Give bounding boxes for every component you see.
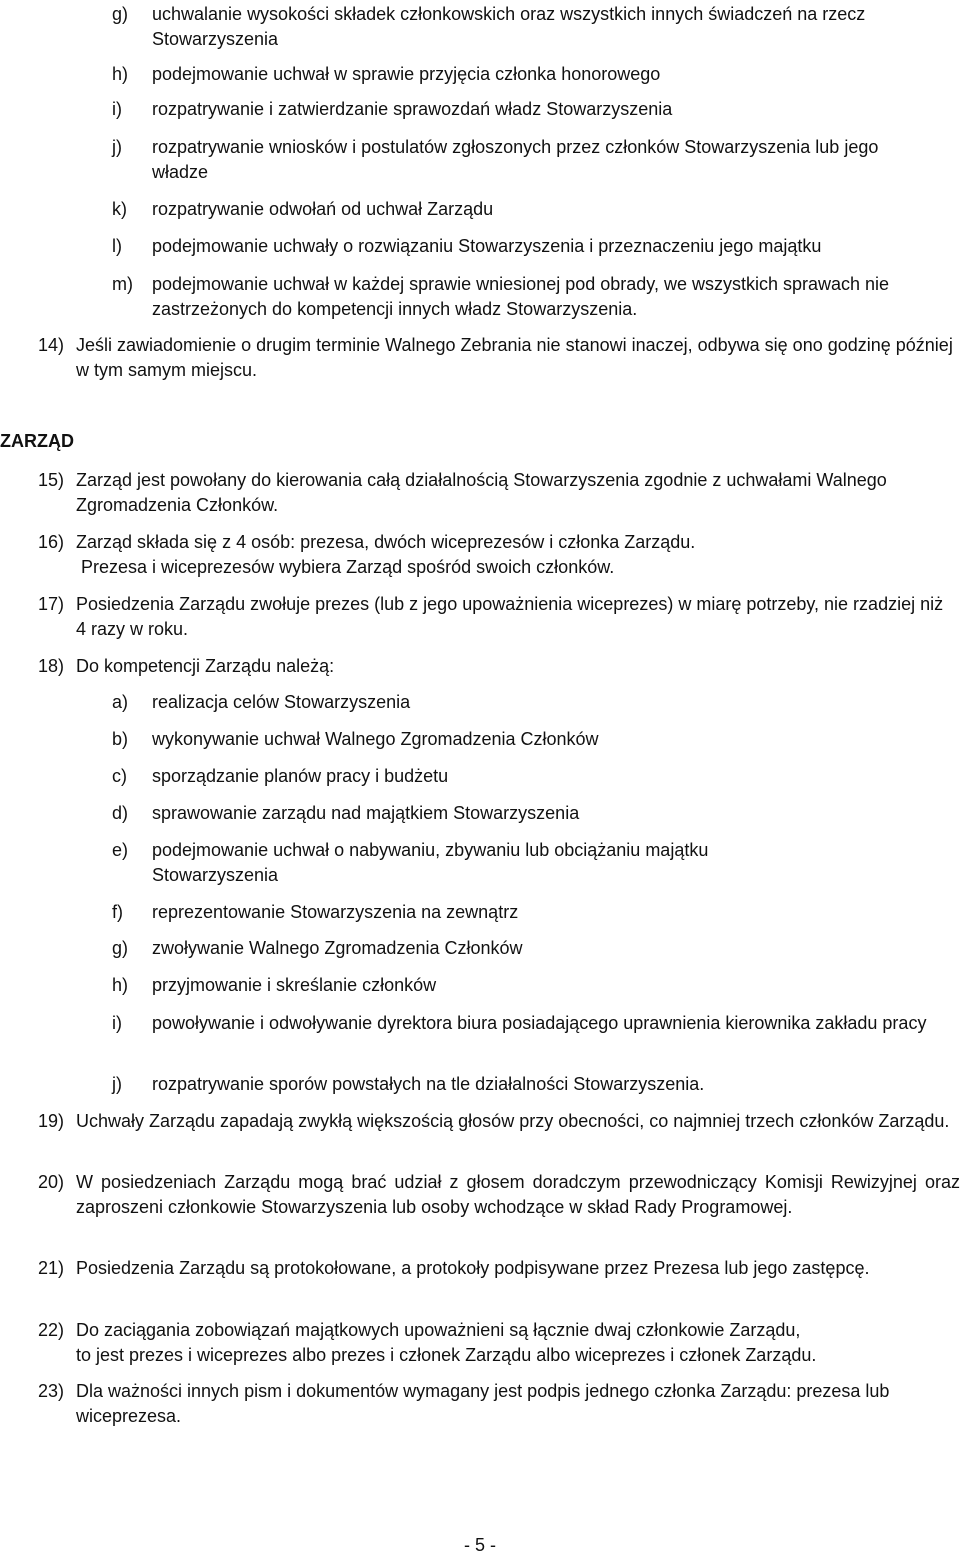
list-item-text: rozpatrywanie sporów powstałych na tle działalności Stowarzyszenia.: [152, 1074, 705, 1094]
paragraph-number: 23): [38, 1381, 65, 1401]
paragraph-number: 17): [38, 594, 65, 614]
list-item-text: realizacja celów Stowarzyszenia: [152, 692, 411, 712]
list-item-label: j): [112, 137, 122, 157]
list-item: [112, 973, 942, 998]
list-item: [112, 62, 942, 87]
list-item: [112, 234, 952, 259]
paragraph-number: 16): [38, 532, 65, 552]
list-item-label: e): [112, 840, 129, 860]
list-item-label: d): [112, 803, 129, 823]
list-item: [112, 690, 942, 715]
paragraph-text: W posiedzeniach Zarządu mogą brać udział z głosem doradczym przewodniczący Komisji Rewizyjnej oraz zaproszeni członkowie Stowarzyszenia lub osoby wchodzące w skład Rady Programowej.: [76, 1172, 960, 1217]
paragraph-20: [38, 1170, 960, 1220]
paragraph-text-line-2: to jest prezes i wiceprezes albo prezes i członek Zarządu albo wiceprezes i członek Zarządu.: [76, 1345, 817, 1365]
list-item-text: uchwalanie wysokości składek członkowskich oraz wszystkich innych świadczeń na rzecz Stowarzyszenia: [152, 4, 866, 49]
paragraph-text: Posiedzenia Zarządu zwołuje prezes (lub z jego upoważnienia wiceprezes) w miarę potrzeby, nie rzadziej niż 4 razy w roku.: [76, 594, 944, 639]
list-item-label: l): [112, 236, 122, 256]
paragraph-number: 22): [38, 1320, 65, 1340]
paragraph-16: [38, 530, 956, 580]
list-item-text: podejmowanie uchwały o rozwiązaniu Stowarzyszenia i przeznaczeniu jego majątku: [152, 236, 822, 256]
paragraph-text-line-1: Zarząd składa się z 4 osób: prezesa, dwóch wiceprezesów i członka Zarządu.: [76, 532, 696, 552]
paragraph-number: 19): [38, 1111, 65, 1131]
list-item-label: g): [112, 938, 129, 958]
list-item-label: m): [112, 274, 133, 294]
paragraph-number: 20): [38, 1172, 65, 1192]
list-item-text: podejmowanie uchwał o nabywaniu, zbywaniu lub obciążaniu majątku Stowarzyszenia: [152, 840, 709, 885]
list-item-label: h): [112, 975, 129, 995]
paragraph-21: [38, 1256, 960, 1281]
paragraph-23: [38, 1379, 960, 1429]
page-number: - 5 -: [463, 1535, 496, 1555]
list-item: [112, 1011, 942, 1036]
list-item-label: g): [112, 4, 129, 24]
list-item-label: b): [112, 729, 129, 749]
list-item-text: rozpatrywanie i zatwierdzanie sprawozdań władz Stowarzyszenia: [152, 99, 673, 119]
list-item-text: wykonywanie uchwał Walnego Zgromadzenia Członków: [152, 729, 599, 749]
list-item-label: c): [112, 766, 127, 786]
paragraph-14: [38, 333, 956, 383]
paragraph-18: [38, 654, 956, 679]
list-item: [112, 1072, 942, 1097]
paragraph-text-line-1: Do zaciągania zobowiązań majątkowych upoważnieni są łącznie dwaj członkowie Zarządu,: [76, 1320, 801, 1340]
list-item-label: j): [112, 1074, 122, 1094]
list-item-text: sporządzanie planów pracy i budżetu: [152, 766, 449, 786]
paragraph-17: [38, 592, 956, 642]
list-item-text: powoływanie i odwoływanie dyrektora biura posiadającego uprawnienia kierownika zakładu pracy: [152, 1013, 927, 1033]
list-item-label: a): [112, 692, 129, 712]
section-heading: ZARZĄD: [0, 431, 74, 451]
list-item-text: rozpatrywanie wniosków i postulatów zgłoszonych przez członków Stowarzyszenia lub jego władze: [152, 137, 879, 182]
list-item: [112, 135, 942, 185]
list-item: [112, 764, 942, 789]
list-item-label: k): [112, 199, 127, 219]
list-item-text: zwoływanie Walnego Zgromadzenia Członków: [152, 938, 523, 958]
list-item-label: h): [112, 64, 129, 84]
list-item-text: przyjmowanie i skreślanie członków: [152, 975, 437, 995]
list-item-label: f): [112, 902, 123, 922]
list-item: [112, 197, 942, 222]
list-item: [112, 2, 942, 52]
list-item-text: podejmowanie uchwał w każdej sprawie wniesionej pod obrady, we wszystkich sprawach nie zastrzeżonych do kompetencji innych władz Stowarzyszenia.: [152, 274, 890, 319]
paragraph-number: 14): [38, 335, 65, 355]
list-item: [112, 801, 942, 826]
list-item-text: reprezentowanie Stowarzyszenia na zewnątrz: [152, 902, 519, 922]
paragraph-text: Do kompetencji Zarządu należą:: [76, 656, 335, 676]
list-item: [112, 727, 942, 752]
paragraph-text: Jeśli zawiadomienie o drugim terminie Walnego Zebrania nie stanowi inaczej, odbywa się ono godzinę później w tym samym miejscu.: [76, 335, 953, 380]
list-item-text: rozpatrywanie odwołań od uchwał Zarządu: [152, 199, 494, 219]
list-item: [112, 838, 942, 888]
list-item: [112, 97, 942, 122]
list-item-text: podejmowanie uchwał w sprawie przyjęcia członka honorowego: [152, 64, 661, 84]
paragraph-text-line-2: Prezesa i wiceprezesów wybiera Zarząd spośród swoich członków.: [81, 557, 615, 577]
paragraph-19: [38, 1109, 960, 1134]
paragraph-15: [38, 468, 956, 518]
paragraph-text: Posiedzenia Zarządu są protokołowane, a protokoły podpisywane przez Prezesa lub jego zastępcę.: [76, 1258, 870, 1278]
paragraph-text: Zarząd jest powołany do kierowania całą działalnością Stowarzyszenia zgodnie z uchwałami Walnego Zgromadzenia Członków.: [76, 470, 887, 515]
list-item: [112, 900, 942, 925]
paragraph-text: Uchwały Zarządu zapadają zwykłą większością głosów przy obecności, co najmniej trzech członków Zarządu.: [76, 1111, 950, 1131]
list-item: [112, 272, 942, 322]
paragraph-22: [38, 1318, 960, 1368]
paragraph-number: 18): [38, 656, 65, 676]
list-item-label: i): [112, 99, 122, 119]
paragraph-number: 21): [38, 1258, 65, 1278]
paragraph-number: 15): [38, 470, 65, 490]
list-item: [112, 936, 942, 961]
list-item-label: i): [112, 1013, 122, 1033]
paragraph-text: Dla ważności innych pism i dokumentów wymagany jest podpis jednego członka Zarządu: prezesa lub wiceprezesa.: [76, 1381, 890, 1426]
list-item-text: sprawowanie zarządu nad majątkiem Stowarzyszenia: [152, 803, 580, 823]
